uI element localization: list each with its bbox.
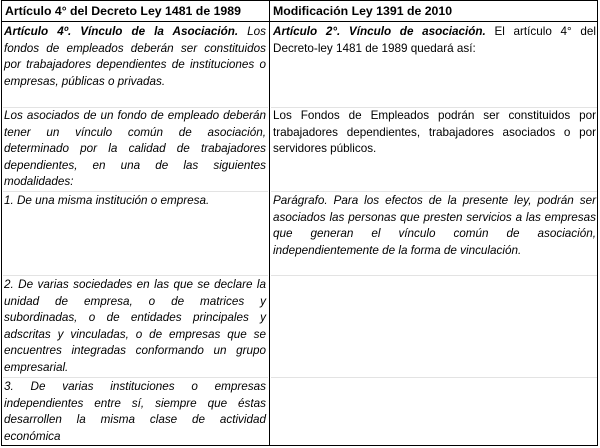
left-article-text: Los fondos de empleados deberán ser constituidos por trabajadores dependientes de instituciones o empresas, públicas o privadas. [4,25,267,88]
comparison-table [1,0,598,446]
header-right: Modificación Ley 1391 de 2010 [273,4,453,18]
row-separator [271,275,597,276]
right-article-cell [273,24,596,57]
header-left: Artículo 4° del Decreto Ley 1481 de 1989 [5,4,241,18]
right-paragraph-3: Parágrafo. Para los efectos de la presente ley, podrán ser asociados las personas que presten servicios a las empresas que generan el vínculo común de asociación, independientemente de la forma de vinculación. [273,194,596,257]
right-article-title: Artículo 2°. Vínculo de asociación. [273,25,486,38]
row-separator [271,377,597,378]
row-separator [3,377,268,378]
row-separator [3,191,268,192]
column-divider [269,1,270,445]
row-separator [271,191,597,192]
right-article-text: El artículo 4° del Decreto-ley 1481 de 1989 quedará así: [273,25,596,55]
header-divider [2,21,597,22]
right-paragraph-2: Los Fondos de Empleados podrán ser constituidos por trabajadores dependientes, trabajadores asociados o por servidores públicos. [273,109,596,155]
row-separator [3,275,268,276]
left-item-1: 1. De una misma institución o empresa. [4,194,210,207]
left-paragraph-2: Los asociados de un fondo de empleado deberán tener un vínculo común de asociación, determinado por la calidad de trabajadores dependientes, en una de las siguientes modalidades: [4,109,266,188]
left-article-cell [4,24,266,90]
left-item-2: 2. De varias sociedades en las que se declare la unidad de empresa, o de matrices y subordinadas, o de entidades principales y adscritas y vinculadas, o de empresas que se encuentres integradas conformando un grupo empresarial. [4,278,266,374]
left-item-3: 3. De varias instituciones o empresas independientes entre sí, siempre que éstas desarrollen la misma clase de actividad económica [4,380,266,443]
left-article-title: Artículo 4º. Vínculo de la Asociación. [4,25,239,38]
